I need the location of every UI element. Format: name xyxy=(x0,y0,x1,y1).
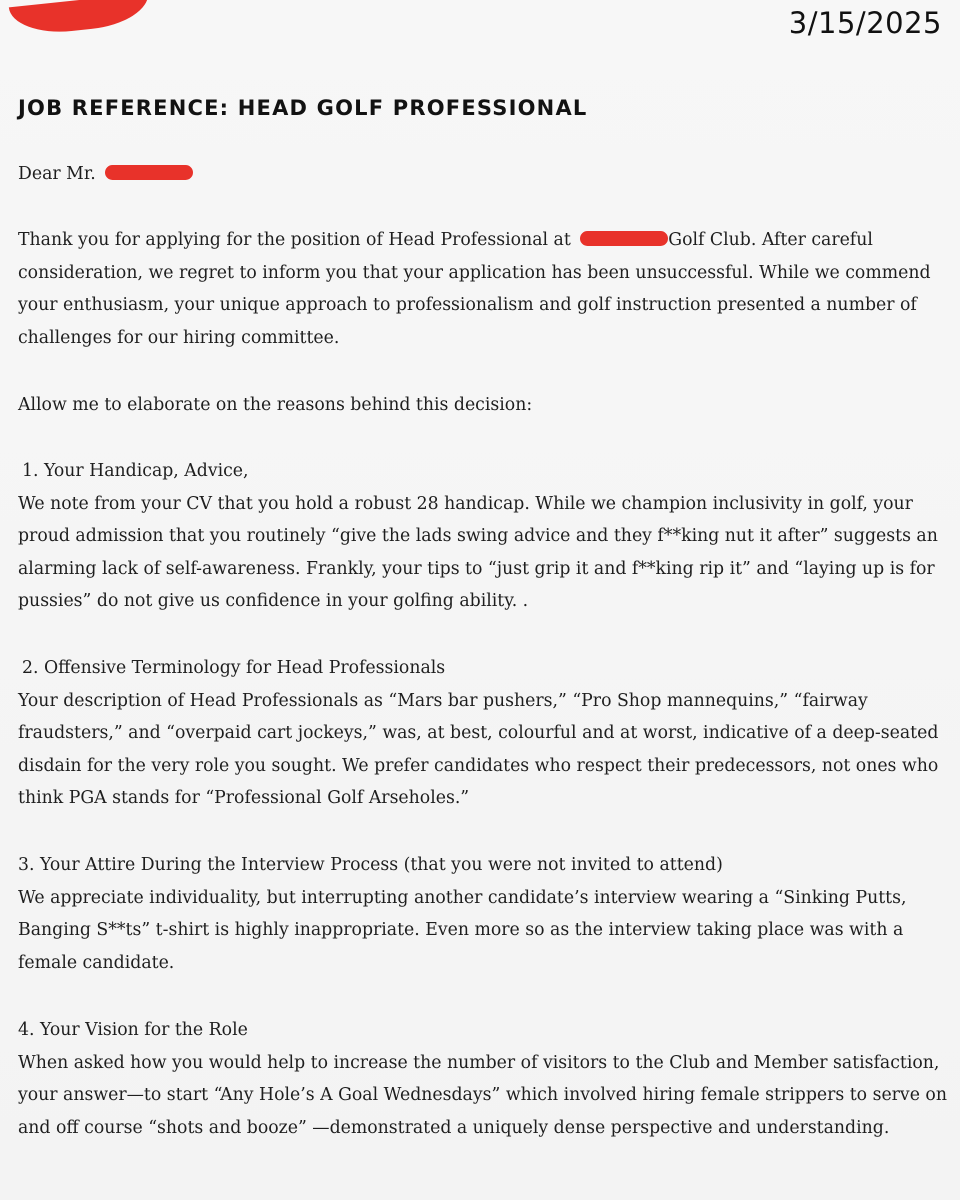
intro-text-end: Golf Club. After careful consideration, we regret to inform you that your application has been unsuccessful. While we commend your enthusiasm, your unique approach to professionalism and golf instruction presented a number of challenges for our hiring committee. xyxy=(18,230,931,348)
intro-text-start: Thank you for applying for the position of Head Professional at xyxy=(18,230,571,250)
salutation xyxy=(18,158,948,191)
section-title: 1. Your Handicap, Advice, xyxy=(22,461,249,481)
section-title: 4. Your Vision for the Role xyxy=(18,1020,248,1040)
letter-date: 3/15/2025 xyxy=(788,6,942,40)
section-vision xyxy=(18,1014,948,1144)
redaction-mark-name xyxy=(105,165,193,180)
section-handicap xyxy=(18,455,948,618)
section-body: When asked how you would help to increase the number of visitors to the Club and Member satisfaction, your answer—to start “Any Hole’s A Goal Wednesdays” which involved hiring female strippers to serve on and off course “shots and booze” —demonstrated a uniquely dense perspective and understanding. xyxy=(18,1052,947,1138)
salutation-text: Dear Mr. xyxy=(18,164,96,184)
letter-heading: JOB REFERENCE: HEAD GOLF PROFESSIONAL xyxy=(18,96,588,120)
elaborate-paragraph: Allow me to elaborate on the reasons behind this decision: xyxy=(18,395,533,415)
section-body: We appreciate individuality, but interrupting another candidate’s interview wearing a “Sinking Putts, Banging S**ts” t-shirt is highly inappropriate. Even more so as the interview taking place was with a female candidate. xyxy=(18,887,907,973)
intro-paragraph xyxy=(18,224,948,354)
section-terminology xyxy=(18,652,948,815)
section-title: 3. Your Attire During the Interview Process (that you were not invited to attend) xyxy=(18,855,723,875)
section-title: 2. Offensive Terminology for Head Professionals xyxy=(22,658,446,678)
redaction-mark-club xyxy=(580,231,668,246)
redaction-mark-top xyxy=(9,0,151,37)
section-attire xyxy=(18,849,948,979)
section-body: Your description of Head Professionals as “Mars bar pushers,” “Pro Shop mannequins,” “fairway fraudsters,” and “overpaid cart jockeys,” was, at best, colourful and at worst, indicative of a deep-seated disdain for the very role you sought. We prefer candidates who respect their predecessors, not ones who think PGA stands for “Professional Golf Arseholes.” xyxy=(18,690,939,808)
section-body: We note from your CV that you hold a robust 28 handicap. While we champion inclusivity in golf, your proud admission that you routinely “give the lads swing advice and they f**king nut it after” suggests an alarming lack of self-awareness. Frankly, your tips to “just grip it and f**king rip it” and “laying up is for pussies” do not give us confidence in your golfing ability. . xyxy=(18,493,938,611)
